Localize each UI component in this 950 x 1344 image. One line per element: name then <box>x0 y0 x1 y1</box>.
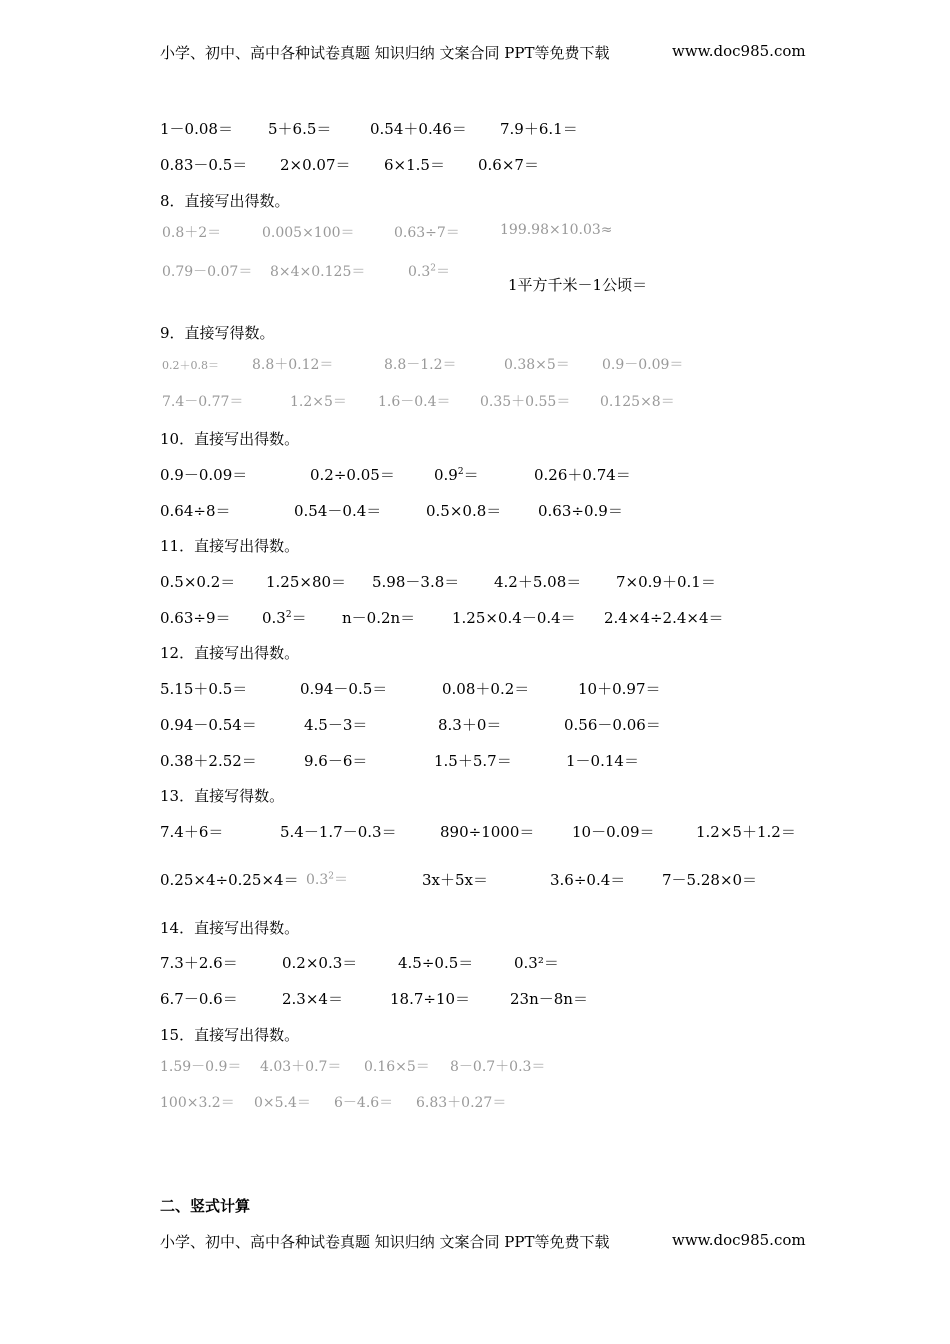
problem: 6－4.6＝ <box>334 1095 394 1111</box>
problem: 0.54＋0.46＝ <box>370 120 467 138</box>
problem: 4.2＋5.08＝ <box>494 573 582 591</box>
problem: 7.9＋6.1＝ <box>500 120 578 138</box>
problem: 1－0.14＝ <box>566 752 639 770</box>
problem: 5.15＋0.5＝ <box>160 680 248 698</box>
problem: 199.98×10.03≈ <box>500 222 613 238</box>
problem: $0.3^2=$ <box>408 263 450 280</box>
problem: 6.7－0.6＝ <box>160 990 238 1008</box>
problem: 0.125×8＝ <box>600 394 675 410</box>
problem: 0.94－0.5＝ <box>300 680 388 698</box>
problem: 4.03＋0.7＝ <box>260 1059 342 1075</box>
problem: $0.3^2=$ <box>262 609 307 627</box>
problem: 0.08＋0.2＝ <box>442 680 530 698</box>
problem: 10＋0.97＝ <box>578 680 661 698</box>
problem: 8×4×0.125＝ <box>270 264 366 280</box>
problem: 6.83＋0.27＝ <box>416 1095 507 1111</box>
problem: 0×5.4＝ <box>254 1095 311 1111</box>
problem: 1.2×5＋1.2＝ <box>696 823 796 841</box>
problem: 0.16×5＝ <box>364 1059 430 1075</box>
problem: 0.54－0.4＝ <box>294 502 382 520</box>
problem: 0.56－0.06＝ <box>564 716 661 734</box>
problem: 0.9－0.09＝ <box>160 466 248 484</box>
problem: $0.3^2=$ <box>306 871 348 888</box>
problem: 1.2×5＝ <box>290 394 347 410</box>
header-text: 小学、初中、高中各种试卷真题 知识归纳 文案合同 PPT等免费下载 <box>160 44 610 62</box>
problem: 0.6×7＝ <box>478 156 539 174</box>
problem: 0.63÷9＝ <box>160 609 231 627</box>
problem: 0.2＋0.8＝ <box>162 359 219 372</box>
problem: $0.9^2=$ <box>434 466 479 484</box>
question-title: 15．直接写出得数。 <box>160 1026 300 1044</box>
problem: 0.9－0.09＝ <box>602 357 684 373</box>
problem: 0.38＋2.52＝ <box>160 752 257 770</box>
section-heading: 二、竖式计算 <box>160 1197 251 1215</box>
footer-text: 小学、初中、高中各种试卷真题 知识归纳 文案合同 PPT等免费下载 <box>160 1233 610 1251</box>
page-footer <box>160 1231 806 1252</box>
page-header <box>160 42 806 63</box>
problem: 100×3.2＝ <box>160 1095 235 1111</box>
problem: 2×0.07＝ <box>280 156 351 174</box>
problem: 0.3²＝ <box>514 954 559 972</box>
footer-url[interactable]: www.doc985.com <box>672 1231 806 1249</box>
problem: 9.6－6＝ <box>304 752 368 770</box>
problem: 0.63÷0.9＝ <box>538 502 623 520</box>
problem: 0.83－0.5＝ <box>160 156 248 174</box>
problem: 1.25×0.4－0.4＝ <box>452 609 576 627</box>
problem: 2.3×4＝ <box>282 990 343 1008</box>
problem: 5＋6.5＝ <box>268 120 332 138</box>
problem: n－0.2n＝ <box>342 609 416 627</box>
problem: 0.2×0.3＝ <box>282 954 358 972</box>
problem: 4.5÷0.5＝ <box>398 954 474 972</box>
problem: 3x＋5x＝ <box>422 871 489 889</box>
problem: 0.63÷7＝ <box>394 225 460 241</box>
problem: 6×1.5＝ <box>384 156 445 174</box>
problem: 8.3＋0＝ <box>438 716 502 734</box>
problem: 1.25×80＝ <box>266 573 347 591</box>
problem: 0.25×4÷0.25×4＝ <box>160 871 299 889</box>
problem: 1平方千米－1公顷＝ <box>508 276 648 294</box>
problem: 7.3＋2.6＝ <box>160 954 238 972</box>
question-title: 9．直接写得数。 <box>160 324 275 342</box>
problem: 0.94－0.54＝ <box>160 716 257 734</box>
problem: 7－5.28×0＝ <box>662 871 758 889</box>
question-title: 11．直接写出得数。 <box>160 537 300 555</box>
header-url[interactable]: www.doc985.com <box>672 42 806 60</box>
problem: 8.8＋0.12＝ <box>252 357 334 373</box>
problem: 0.5×0.2＝ <box>160 573 236 591</box>
problem: 0.38×5＝ <box>504 357 570 373</box>
problem: 23n－8n＝ <box>510 990 588 1008</box>
question-title: 14．直接写出得数。 <box>160 919 300 937</box>
problem: 1.6－0.4＝ <box>378 394 451 410</box>
problem: 0.5×0.8＝ <box>426 502 502 520</box>
problem: 890÷1000＝ <box>440 823 535 841</box>
problem: 7.4－0.77＝ <box>162 394 244 410</box>
problem: 3.6÷0.4＝ <box>550 871 626 889</box>
question-title: 10．直接写出得数。 <box>160 430 300 448</box>
problem: 5.98－3.8＝ <box>372 573 460 591</box>
problem: 7.4＋6＝ <box>160 823 224 841</box>
problem: 8.8－1.2＝ <box>384 357 457 373</box>
problem: 0.26＋0.74＝ <box>534 466 631 484</box>
question-title: 8．直接写出得数。 <box>160 192 290 210</box>
problem: 5.4－1.7－0.3＝ <box>280 823 397 841</box>
problem: 4.5－3＝ <box>304 716 368 734</box>
problem: 10－0.09＝ <box>572 823 655 841</box>
problem: 18.7÷10＝ <box>390 990 471 1008</box>
problem: 8－0.7＋0.3＝ <box>450 1059 546 1075</box>
problem: 0.8＋2＝ <box>162 225 222 241</box>
problem: 0.005×100＝ <box>262 225 355 241</box>
problem: 2.4×4÷2.4×4＝ <box>604 609 724 627</box>
question-title: 12．直接写出得数。 <box>160 644 300 662</box>
problem: 0.2÷0.05＝ <box>310 466 395 484</box>
question-title: 13．直接写得数。 <box>160 787 285 805</box>
problem: 0.64÷8＝ <box>160 502 231 520</box>
problem: 0.79－0.07＝ <box>162 264 253 280</box>
problem: 0.35＋0.55＝ <box>480 394 571 410</box>
problem: 1.5＋5.7＝ <box>434 752 512 770</box>
problem: 7×0.9＋0.1＝ <box>616 573 716 591</box>
problem: 1－0.08＝ <box>160 120 233 138</box>
problem: 1.59－0.9＝ <box>160 1059 242 1075</box>
